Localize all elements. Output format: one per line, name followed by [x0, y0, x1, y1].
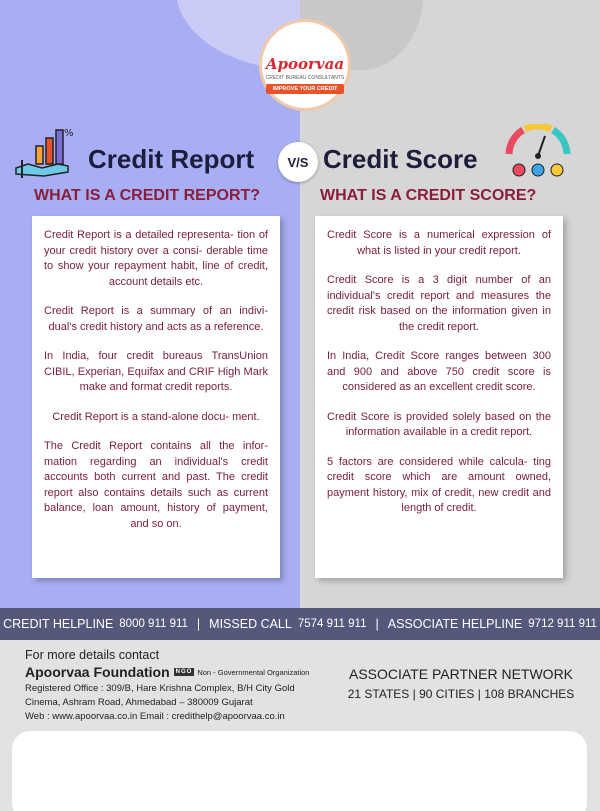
partner-network [346, 666, 576, 701]
svg-text:%: % [64, 128, 74, 139]
org-name: Apoorvaa Foundation [25, 664, 170, 680]
hand-chart-icon [14, 124, 74, 180]
contact-block [25, 648, 309, 724]
associate-helpline-number[interactable]: 9712 911 911 [528, 618, 597, 630]
address-line: Cinema, Ashram Road, Ahmedabad – 380009 Gujarat [25, 697, 253, 708]
web-email-line[interactable]: Web : www.apoorvaa.co.in Email : credithelp@apoorvaa.co.in [25, 711, 285, 722]
ngo-badge: NGO [175, 669, 193, 675]
separator: | [196, 617, 201, 631]
credit-score-paragraph: 5 factors are considered while calcula- ting credit score which are amount owned, payment history, mix of credit, new credit and length of credit. [327, 455, 551, 514]
score-gauge-icon [505, 124, 571, 180]
credit-report-title: Credit Report [88, 144, 255, 174]
credit-report-paragraph: In India, four credit bureaus TransUnion CIBIL, Experian, Equifax and CRIF High Mark make and format credit reports. [44, 350, 268, 393]
credit-report-paragraph: The Credit Report contains all the infor- mation regarding an individual's credit accounts both current and past. The credit report also contains details such as current balance, loan amount, history of payment, and so on. [44, 440, 268, 530]
credit-report-paragraph: Credit Report is a detailed representa- tion of your credit history over a consi- derable time to show your repayment habit, line of credit, account details etc. [44, 229, 268, 288]
logo-name: Apoorvaa [265, 55, 345, 73]
credit-score-paragraph: Credit Score is provided solely based on the information available in a credit report. [327, 410, 551, 438]
network-stats: 21 STATES | 90 CITIES | 108 BRANCHES [347, 687, 575, 701]
logo-subtitle: CREDIT BUREAU CONSULTANTS [265, 75, 345, 81]
credit-score-paragraph: Credit Score is a numerical expression of what is listed in your credit report. [327, 229, 551, 257]
credit-helpline-number[interactable]: 8000 911 911 [119, 618, 188, 630]
credit-report-paragraph: Credit Report is a summary of an indivi- dual's credit history and acts as a reference. [44, 305, 268, 333]
credit-score-title: Credit Score [323, 144, 478, 174]
apoorvaa-logo[interactable] [262, 22, 348, 108]
credit-helpline-label: CREDIT HELPLINE [3, 617, 114, 631]
missed-call-number[interactable]: 7574 911 911 [297, 618, 367, 630]
associate-helpline-label: ASSOCIATE HELPLINE [387, 617, 523, 631]
title-row [0, 124, 600, 194]
org-name-row [25, 664, 309, 680]
vs-badge: V/S [278, 142, 318, 182]
credit-report-paragraph: Credit Report is a stand-alone docu- ment. [52, 410, 260, 423]
contact-intro: For more details contact [25, 648, 160, 662]
separator: | [375, 617, 379, 631]
credit-report-card [32, 216, 280, 578]
credit-score-paragraph: Credit Score is a 3 digit number of an individual's credit report and measures the credit risk based on the information given in the credit report. [327, 274, 551, 333]
network-title: ASSOCIATE PARTNER NETWORK [348, 666, 574, 682]
blank-panel [12, 731, 587, 811]
helpline-bar [0, 608, 600, 640]
ngo-text: Non - Governmental Organization [197, 667, 310, 677]
credit-score-card [315, 216, 563, 578]
logo-ribbon: IMPROVE YOUR CREDIT [266, 84, 344, 94]
credit-report-heading: WHAT IS A CREDIT REPORT? [34, 187, 261, 204]
credit-score-paragraph: In India, Credit Score ranges between 300 and 900 and above 750 credit score is considered as an excellent credit score. [327, 350, 551, 393]
credit-score-heading: WHAT IS A CREDIT SCORE? [320, 187, 537, 204]
address-line: Registered Office : 309/B, Hare Krishna Complex, B/H City Gold [25, 683, 295, 694]
missed-call-label: MISSED CALL [209, 617, 292, 631]
